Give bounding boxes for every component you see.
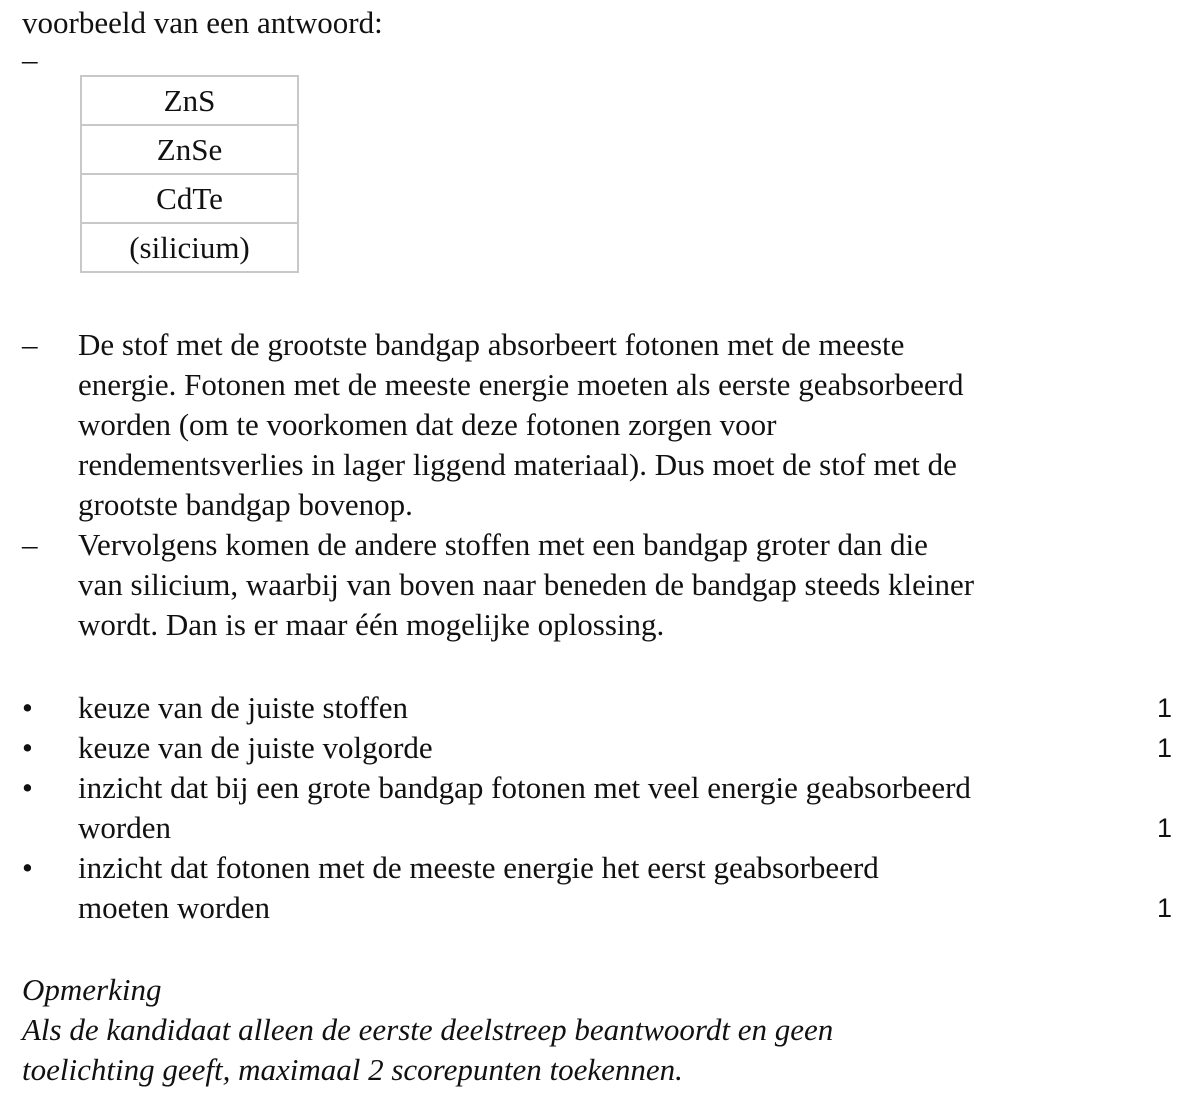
scoring-item [22,688,1172,728]
text-line: energie. Fotonen met de meeste energie moeten als eerste geabsorbeerd [78,367,964,402]
score-points: 1 [1156,733,1172,763]
text-line: rendementsverlies in lager liggend materiaal). Dus moet de stof met de [78,447,957,482]
bullet-marker: • [22,690,33,725]
remark-line: Als de kandidaat alleen de eerste deelstreep beantwoordt en geen [22,1012,834,1047]
text-line: grootste bandgap bovenop. [78,487,413,522]
text-line: De stof met de grootste bandgap absorbeert fotonen met de meeste [78,327,905,362]
remark-heading: Opmerking [22,972,162,1007]
text-line: moeten worden [78,890,270,925]
explanation-list [22,325,1172,645]
scoring-item [22,728,1172,768]
dash-marker: – [22,42,38,77]
text-line: worden (om te voorkomen dat deze fotonen zorgen voor [78,407,777,442]
table-row [81,125,298,174]
dash-marker: – [22,327,38,362]
scoring-list [22,688,1172,928]
table-cell: ZnS [81,76,298,125]
bullet-marker: • [22,730,33,765]
scoring-item [22,768,1172,848]
score-points: 1 [1156,693,1172,723]
remark-block [22,970,1142,1090]
table-row [81,223,298,272]
list-item [22,325,1172,525]
table-row [81,76,298,125]
bullet-marker: • [22,770,33,805]
scoring-item [22,848,1172,928]
intro-text: voorbeeld van een antwoord: [22,5,383,40]
table-cell: (silicium) [81,223,298,272]
text-line: inzicht dat bij een grote bandgap fotonen met veel energie geabsorbeerd [78,770,971,805]
table-cell: CdTe [81,174,298,223]
score-points: 1 [1156,813,1172,843]
text-line: inzicht dat fotonen met de meeste energie het eerst geabsorbeerd [78,850,879,885]
list-item [22,525,1172,645]
text-line: keuze van de juiste stoffen [78,690,408,725]
bullet-marker: • [22,850,33,885]
text-line: wordt. Dan is er maar één mogelijke oplossing. [78,607,665,642]
score-points: 1 [1156,893,1172,923]
stacking-order-table [80,75,299,273]
text-line: Vervolgens komen de andere stoffen met een bandgap groter dan die [78,527,928,562]
remark-line: toelichting geeft, maximaal 2 scorepunten toekennen. [22,1052,683,1087]
text-line: van silicium, waarbij van boven naar beneden de bandgap steeds kleiner [78,567,975,602]
table-cell: ZnSe [81,125,298,174]
table-row [81,174,298,223]
text-line: worden [78,810,171,845]
dash-marker: – [22,527,38,562]
text-line: keuze van de juiste volgorde [78,730,433,765]
